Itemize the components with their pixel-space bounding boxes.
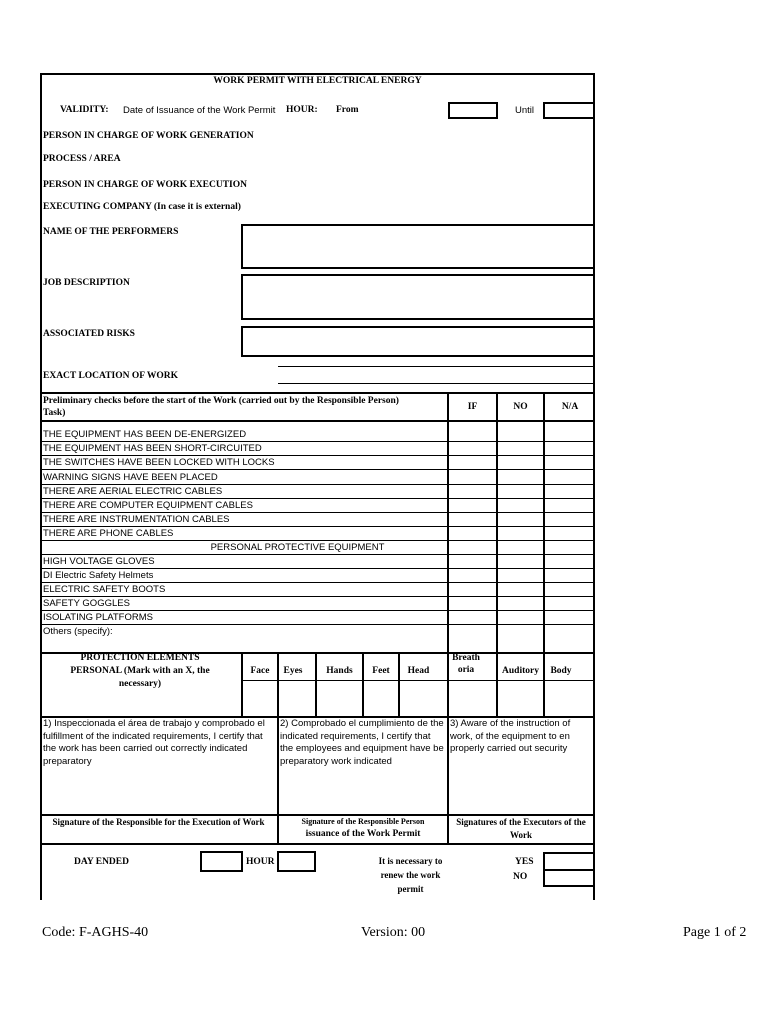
ppe-item: Others (specify): (43, 626, 113, 637)
statement-2: 2) Comprobado el cumplimiento de the indicated requirements, I certify that the employees and equipment have be preparatory work indicated (280, 718, 444, 767)
row-line (40, 512, 595, 513)
row-line (40, 540, 595, 541)
row-line (40, 469, 595, 470)
col-no: NO (513, 402, 528, 412)
check-item: THERE ARE PHONE CABLES (43, 528, 174, 539)
ppe-item: DI Electric Safety Helmets (43, 570, 154, 581)
checks-divider-if (447, 392, 449, 654)
generation-label: PERSON IN CHARGE OF WORK GENERATION (43, 131, 254, 141)
ppe-item: SAFETY GOGGLES (43, 598, 130, 609)
hour-ended-input[interactable] (277, 851, 316, 872)
location-line-1[interactable] (278, 366, 595, 367)
document-version: Version: 00 (361, 925, 426, 940)
statement-3: 3) Aware of the instruction of work, of the equipment to en properly carried out security (450, 718, 571, 754)
risks-label: ASSOCIATED RISKS (43, 329, 135, 339)
execution-label: PERSON IN CHARGE OF WORK EXECUTION (43, 180, 248, 190)
prot-col-eyes: Eyes (283, 666, 303, 676)
hour-ended-label: HOUR (246, 857, 275, 867)
row-line (40, 441, 595, 442)
ppe-item: ELECTRIC SAFETY BOOTS (43, 584, 166, 595)
until-hour-input[interactable] (543, 102, 595, 119)
renew-label: It is necessary to renew the work permit (378, 856, 443, 894)
page-number: Page 1 of 2 (683, 925, 747, 940)
prot-col-body: Body (550, 666, 572, 676)
prot-mid-line (241, 680, 595, 681)
process-label: PROCESS / AREA (43, 154, 121, 164)
row-line (40, 624, 595, 625)
row-line (40, 596, 595, 597)
location-line-2[interactable] (278, 383, 595, 384)
document-code: Code: F-AGHS-40 (42, 925, 149, 940)
prot-checkbox-eyes[interactable] (279, 682, 315, 716)
protection-label-1: PROTECTION ELEMENTS (80, 653, 200, 663)
company-label: EXECUTING COMPANY (In case it is external) (43, 202, 241, 212)
prot-checkbox-auditory[interactable] (498, 682, 543, 716)
yes-label: YES (515, 857, 534, 867)
row-line (40, 554, 595, 555)
validity-label: VALIDITY: (60, 105, 109, 115)
prot-checkbox-head[interactable] (400, 682, 447, 716)
signature-1-label: Signature of the Responsible for the Execution of Work (52, 817, 265, 827)
row-line (40, 582, 595, 583)
day-ended-input[interactable] (200, 851, 243, 872)
prot-checkbox-hands[interactable] (317, 682, 362, 716)
ppe-item: ISOLATING PLATFORMS (43, 612, 153, 623)
prot-col-breath: Breath oria (452, 653, 480, 675)
row-line (40, 610, 595, 611)
check-item: THE EQUIPMENT HAS BEEN SHORT-CIRCUITED (43, 443, 262, 454)
day-ended-label: DAY ENDED (74, 857, 129, 867)
prot-checkbox-body[interactable] (545, 682, 593, 716)
prot-col-feet: Feet (372, 666, 390, 676)
job-description-input[interactable] (241, 274, 595, 320)
job-label: JOB DESCRIPTION (43, 278, 130, 288)
col-if: IF (467, 402, 478, 412)
checks-header: Preliminary checks before the start of the Work (carried out by the Responsible Person) Task) (43, 396, 399, 418)
check-item: THE EQUIPMENT HAS BEEN DE-ENERGIZED (43, 429, 247, 440)
prot-checkbox-breath[interactable] (449, 682, 496, 716)
checks-divider-no (496, 392, 498, 654)
prot-col-head: Head (407, 666, 430, 676)
day-ended-line (40, 843, 595, 845)
until-label: Until (515, 105, 535, 116)
signature-2-line2: issuance of the Work Permit (305, 829, 421, 839)
location-label: EXACT LOCATION OF WORK (43, 371, 179, 381)
protection-label-3: necessary) (118, 679, 162, 689)
protection-label-2: PERSONAL (Mark with an X, the (70, 666, 210, 676)
prot-col-auditory: Auditory (502, 666, 539, 676)
statement-1: 1) Inspeccionada el área de trabajo y comprobado el fulfillment of the indicated requirements, I certify that the work has been carried out correctly indicated preparatory (43, 718, 265, 767)
check-item: THERE ARE AERIAL ELECTRIC CABLES (43, 486, 223, 497)
row-line (40, 526, 595, 527)
no-label: NO (513, 872, 528, 882)
hour-label: HOUR: (286, 105, 318, 115)
renew-no-checkbox[interactable] (543, 869, 595, 887)
issuance-date-label: Date of Issuance of the Work Permit (123, 105, 276, 116)
row-line (40, 484, 595, 485)
row-line (40, 568, 595, 569)
check-item: WARNING SIGNS HAVE BEEN PLACED (43, 472, 218, 483)
signature-3-label: Signatures of the Executors of the Work (456, 817, 586, 840)
from-hour-input[interactable] (448, 102, 498, 119)
form-title: WORK PERMIT WITH ELECTRICAL ENERGY (213, 76, 422, 86)
prot-col-hands: Hands (326, 666, 353, 676)
checks-divider-na (543, 392, 545, 654)
prot-col-face: Face (250, 666, 270, 676)
ppe-header: PERSONAL PROTECTIVE EQUIPMENT (210, 542, 385, 553)
signature-2-line1: Signature of the Responsible Person (301, 817, 425, 826)
check-item: THERE ARE COMPUTER EQUIPMENT CABLES (43, 500, 253, 511)
row-line (40, 455, 595, 456)
associated-risks-input[interactable] (241, 326, 595, 357)
performers-label: NAME OF THE PERFORMERS (43, 227, 179, 237)
prot-checkbox-face[interactable] (243, 682, 277, 716)
performers-input[interactable] (241, 224, 595, 269)
prot-checkbox-feet[interactable] (364, 682, 398, 716)
col-na: N/A (561, 402, 579, 412)
row-line (40, 498, 595, 499)
ppe-item: HIGH VOLTAGE GLOVES (43, 556, 155, 567)
check-item: THE SWITCHES HAVE BEEN LOCKED WITH LOCKS (43, 457, 275, 468)
check-item: THERE ARE INSTRUMENTATION CABLES (43, 514, 230, 525)
from-label: From (336, 105, 359, 115)
